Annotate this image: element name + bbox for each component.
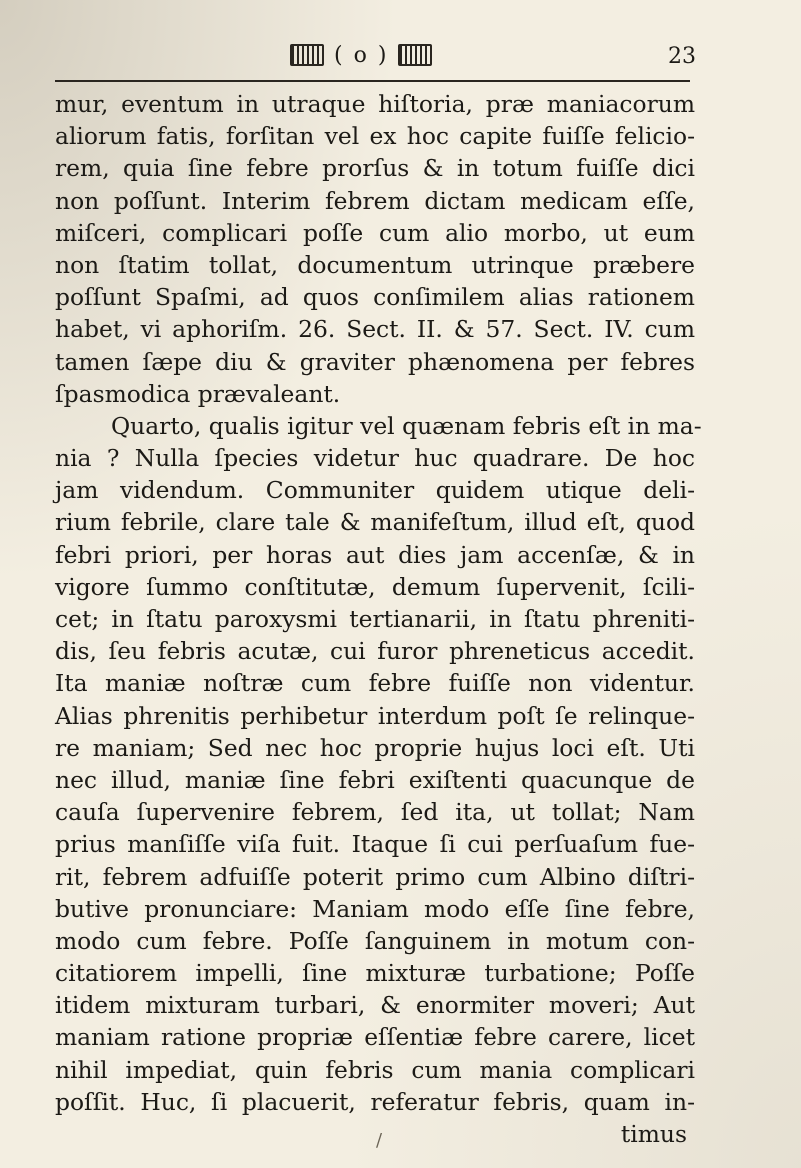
text-line: itidem mixturam turbari, & enormiter moveri; Aut (55, 991, 695, 1020)
text-line: Alias phrenitis perhibetur interdum poſt ſe relinque- (55, 701, 695, 730)
text-line: ſpasmodica prævaleant. (55, 379, 341, 408)
text-line: mur, eventum in utraque hiſtoria, præ maniacorum (55, 90, 695, 118)
text-line: poſſunt Spaſmi, ad quos conſimilem alias rationem (55, 283, 695, 312)
page-number: 23 (668, 44, 696, 69)
ornament-left-icon (290, 44, 324, 66)
header-mark: ( o ) (334, 42, 389, 68)
text-line: febri priori, per horas aut dies jam accenſæ, & in (55, 540, 695, 569)
text-line: maniam ratione propriæ eſſentiæ febre carere, licet (55, 1023, 695, 1052)
text-line: citatiorem impelli, ſine mixturæ turbatione; Poſſe (55, 959, 695, 988)
text-line: modo cum febre. Poſſe ſanguinem in motum con- (55, 926, 695, 955)
text-line: rit, febrem adfuiſſe poterit primo cum Albino diſtri- (55, 862, 695, 891)
text-line: nihil impediat, quin febris cum mania complicari (55, 1055, 695, 1084)
text-line: rem, quia ſine febre prorſus & in totum fuiſſe dici (55, 154, 695, 183)
text-line: aliorum fatis, forſitan vel ex hoc capite fuiſſe felicio- (55, 122, 695, 151)
page-speck: / (376, 1130, 383, 1151)
text-line: nec illud, maniæ ſine febri exiſtenti quacunque de (55, 765, 695, 794)
text-line: cet; in ſtatu paroxysmi tertianarii, in ſtatu phreniti- (55, 605, 695, 633)
text-line: Quarto, qualis igitur vel quænam febris eſt in ma- (111, 411, 702, 440)
text-line: Ita maniæ noſtræ cum febre fuiſſe non videntur. (55, 669, 695, 698)
text-line: habet, vi aphoriſm. 26. Sect. II. & 57. Sect. IV. cum (55, 315, 695, 344)
ornament-right-icon (398, 44, 432, 66)
text-line: poſſit. Huc, ſi placuerit, referatur febris, quam in- (55, 1087, 695, 1116)
text-line: non poſſunt. Interim febrem dictam medicam eſſe, (55, 186, 695, 215)
text-line: vigore ſummo conſtitutæ, demum ſupervenit, ſcili- (55, 572, 695, 601)
header-rule (55, 80, 690, 82)
text-line: butive pronunciare: Maniam modo eſſe ſine febre, (55, 894, 695, 923)
text-line: prius manſiſſe viſa fuit. Itaque ſi cui perſuaſum fue- (55, 830, 695, 859)
catchword: timus (620, 1120, 687, 1148)
text-line: cauſa ſupervenire febrem, ſed ita, ut tollat; Nam (55, 798, 695, 827)
body-text (55, 88, 702, 1150)
running-header (290, 38, 530, 72)
text-line: tamen ſæpe diu & graviter phænomena per febres (55, 347, 695, 376)
text-line: re maniam; Sed nec hoc proprie hujus loci eſt. Uti (55, 733, 695, 762)
text-line: dis, ſeu febris acutæ, cui furor phreneticus accedit. (55, 637, 695, 666)
text-line: nia ? Nulla ſpecies videtur huc quadrare. De hoc (55, 444, 695, 473)
text-line: jam videndum. Communiter quidem utique deli- (55, 476, 695, 505)
text-line: miſceri, complicari poſſe cum alio morbo, ut eum (55, 218, 695, 247)
text-line: rium febrile, clare tale & manifeſtum, illud eſt, quod (55, 508, 695, 537)
text-line: non ſtatim tollat, documentum utrinque præbere (55, 250, 695, 279)
